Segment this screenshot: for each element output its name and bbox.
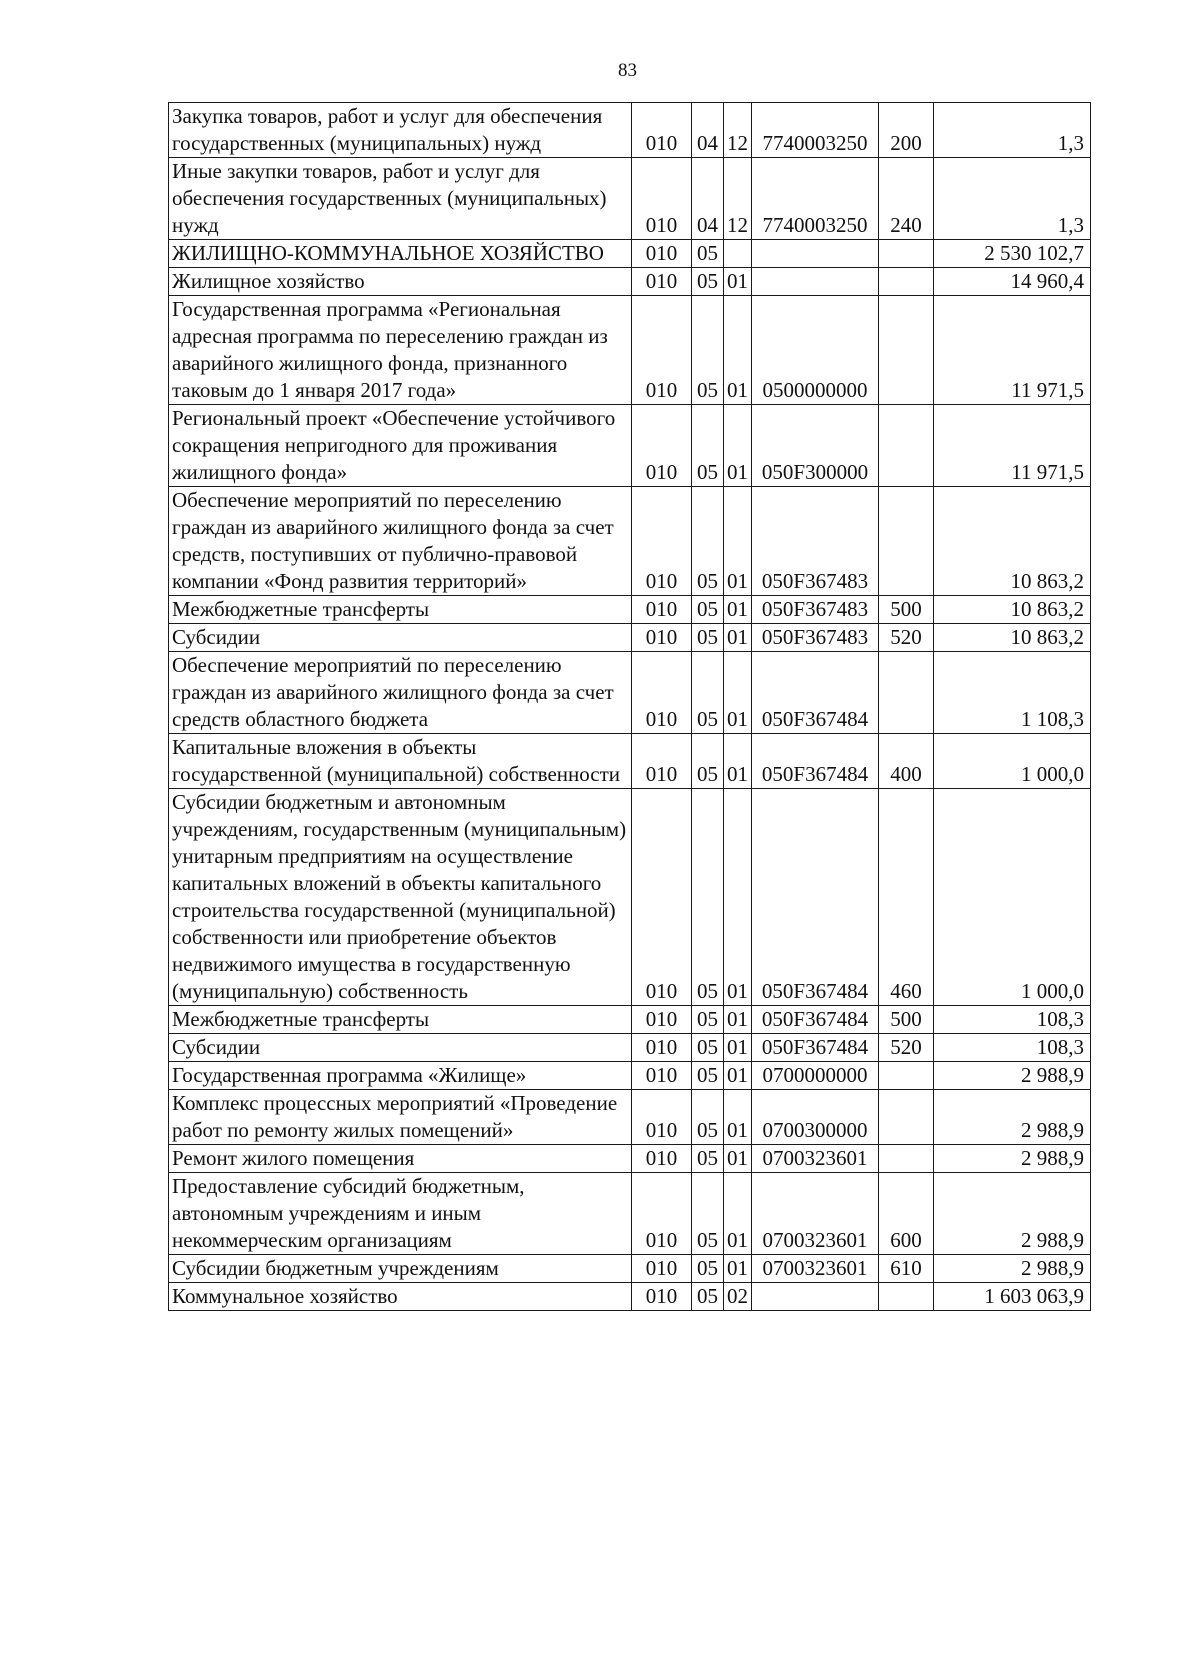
amount-cell: 11 971,5	[934, 296, 1091, 405]
expense-type-cell: 240	[879, 158, 934, 240]
table-row	[169, 596, 1091, 624]
section-code-cell: 05	[692, 1255, 724, 1283]
row-name-cell: Субсидии бюджетным и автономным учреждениям, государственным (муниципальным) унитарным предприятиям на осуществление капитальных вложений в объекты капитального строительства государственной (муниципальной) собственности или приобретение объектов недвижимого имущества в государственную (муниципальную) собственность	[169, 789, 632, 1006]
amount-cell: 2 988,9	[934, 1062, 1091, 1090]
section-code-cell: 05	[692, 1283, 724, 1311]
subsection-code-cell: 12	[724, 158, 752, 240]
table-row	[169, 1283, 1091, 1311]
section-code-cell: 05	[692, 405, 724, 487]
table-row	[169, 487, 1091, 596]
section-code-cell: 05	[692, 296, 724, 405]
row-name-cell: Комплекс процессных мероприятий «Проведение работ по ремонту жилых помещений»	[169, 1090, 632, 1145]
table-row	[169, 1062, 1091, 1090]
table-row	[169, 1034, 1091, 1062]
amount-cell: 2 988,9	[934, 1255, 1091, 1283]
ministry-code-cell: 010	[632, 624, 692, 652]
expense-type-cell	[879, 268, 934, 296]
ministry-code-cell: 010	[632, 405, 692, 487]
row-name-cell: Субсидии бюджетным учреждениям	[169, 1255, 632, 1283]
row-name-cell: Обеспечение мероприятий по переселению граждан из аварийного жилищного фонда за счет средств областного бюджета	[169, 652, 632, 734]
table-row	[169, 1006, 1091, 1034]
target-article-cell: 0700323601	[752, 1173, 879, 1255]
ministry-code-cell: 010	[632, 296, 692, 405]
section-code-cell: 05	[692, 268, 724, 296]
expense-type-cell: 460	[879, 789, 934, 1006]
amount-cell: 1 108,3	[934, 652, 1091, 734]
expense-type-cell	[879, 652, 934, 734]
target-article-cell: 7740003250	[752, 103, 879, 158]
target-article-cell: 0700323601	[752, 1145, 879, 1173]
row-name-cell: Закупка товаров, работ и услуг для обеспечения государственных (муниципальных) нужд	[169, 103, 632, 158]
expense-type-cell: 520	[879, 624, 934, 652]
ministry-code-cell: 010	[632, 1006, 692, 1034]
ministry-code-cell: 010	[632, 1090, 692, 1145]
section-code-cell: 05	[692, 789, 724, 1006]
target-article-cell: 050F367484	[752, 734, 879, 789]
target-article-cell: 0700000000	[752, 1062, 879, 1090]
ministry-code-cell: 010	[632, 734, 692, 789]
subsection-code-cell: 01	[724, 1255, 752, 1283]
row-name-cell: Иные закупки товаров, работ и услуг для обеспечения государственных (муниципальных) нужд	[169, 158, 632, 240]
row-name-cell: Региональный проект «Обеспечение устойчивого сокращения непригодного для проживания жилищного фонда»	[169, 405, 632, 487]
ministry-code-cell: 010	[632, 789, 692, 1006]
section-code-cell: 05	[692, 487, 724, 596]
row-name-cell: Обеспечение мероприятий по переселению граждан из аварийного жилищного фонда за счет средств, поступивших от публично-правовой компании «Фонд развития территорий»	[169, 487, 632, 596]
expense-type-cell: 200	[879, 103, 934, 158]
target-article-cell	[752, 1283, 879, 1311]
subsection-code-cell: 01	[724, 1173, 752, 1255]
amount-cell: 2 988,9	[934, 1173, 1091, 1255]
table-row	[169, 268, 1091, 296]
target-article-cell: 050F300000	[752, 405, 879, 487]
amount-cell: 10 863,2	[934, 596, 1091, 624]
amount-cell: 10 863,2	[934, 487, 1091, 596]
target-article-cell	[752, 240, 879, 268]
amount-cell: 1 603 063,9	[934, 1283, 1091, 1311]
table-row	[169, 103, 1091, 158]
expense-type-cell	[879, 405, 934, 487]
row-name-cell: Капитальные вложения в объекты государственной (муниципальной) собственности	[169, 734, 632, 789]
subsection-code-cell: 01	[724, 1062, 752, 1090]
target-article-cell: 7740003250	[752, 158, 879, 240]
amount-cell: 10 863,2	[934, 624, 1091, 652]
expense-type-cell	[879, 1283, 934, 1311]
row-name-cell: ЖИЛИЩНО-КОММУНАЛЬНОЕ ХОЗЯЙСТВО	[169, 240, 632, 268]
table-row	[169, 1090, 1091, 1145]
table-row	[169, 1145, 1091, 1173]
subsection-code-cell: 01	[724, 789, 752, 1006]
ministry-code-cell: 010	[632, 487, 692, 596]
row-name-cell: Межбюджетные трансферты	[169, 1006, 632, 1034]
amount-cell: 2 988,9	[934, 1145, 1091, 1173]
amount-cell: 1 000,0	[934, 734, 1091, 789]
amount-cell: 1,3	[934, 103, 1091, 158]
target-article-cell: 050F367484	[752, 652, 879, 734]
ministry-code-cell: 010	[632, 1283, 692, 1311]
expense-type-cell: 610	[879, 1255, 934, 1283]
row-name-cell: Государственная программа «Региональная адресная программа по переселению граждан из аварийного жилищного фонда, признанного таковым до 1 января 2017 года»	[169, 296, 632, 405]
section-code-cell: 04	[692, 158, 724, 240]
row-name-cell: Субсидии	[169, 624, 632, 652]
expense-type-cell	[879, 296, 934, 405]
expense-type-cell	[879, 1062, 934, 1090]
table-row	[169, 296, 1091, 405]
expense-type-cell	[879, 240, 934, 268]
row-name-cell: Субсидии	[169, 1034, 632, 1062]
target-article-cell: 050F367484	[752, 1034, 879, 1062]
expense-type-cell: 400	[879, 734, 934, 789]
target-article-cell: 050F367483	[752, 624, 879, 652]
ministry-code-cell: 010	[632, 268, 692, 296]
page-number: 83	[618, 60, 637, 81]
table-row	[169, 1173, 1091, 1255]
subsection-code-cell: 01	[724, 596, 752, 624]
section-code-cell: 05	[692, 1090, 724, 1145]
subsection-code-cell: 01	[724, 734, 752, 789]
section-code-cell: 05	[692, 1145, 724, 1173]
expense-type-cell	[879, 1145, 934, 1173]
section-code-cell: 05	[692, 1062, 724, 1090]
ministry-code-cell: 010	[632, 103, 692, 158]
subsection-code-cell: 01	[724, 405, 752, 487]
ministry-code-cell: 010	[632, 240, 692, 268]
section-code-cell: 05	[692, 624, 724, 652]
table-body	[169, 103, 1091, 1311]
table-row	[169, 405, 1091, 487]
table-row	[169, 624, 1091, 652]
subsection-code-cell: 01	[724, 268, 752, 296]
subsection-code-cell: 01	[724, 624, 752, 652]
ministry-code-cell: 010	[632, 1145, 692, 1173]
subsection-code-cell: 01	[724, 652, 752, 734]
subsection-code-cell: 01	[724, 1090, 752, 1145]
target-article-cell	[752, 268, 879, 296]
amount-cell: 1,3	[934, 158, 1091, 240]
expense-type-cell	[879, 487, 934, 596]
section-code-cell: 05	[692, 734, 724, 789]
amount-cell: 2 530 102,7	[934, 240, 1091, 268]
target-article-cell: 050F367483	[752, 596, 879, 624]
row-name-cell: Коммунальное хозяйство	[169, 1283, 632, 1311]
subsection-code-cell: 01	[724, 1034, 752, 1062]
section-code-cell: 05	[692, 652, 724, 734]
table-row	[169, 652, 1091, 734]
table-row	[169, 240, 1091, 268]
subsection-code-cell: 01	[724, 1145, 752, 1173]
section-code-cell: 05	[692, 1034, 724, 1062]
subsection-code-cell: 02	[724, 1283, 752, 1311]
section-code-cell: 04	[692, 103, 724, 158]
amount-cell: 2 988,9	[934, 1090, 1091, 1145]
ministry-code-cell: 010	[632, 1062, 692, 1090]
ministry-code-cell: 010	[632, 652, 692, 734]
section-code-cell: 05	[692, 1006, 724, 1034]
target-article-cell: 050F367484	[752, 1006, 879, 1034]
section-code-cell: 05	[692, 1173, 724, 1255]
row-name-cell: Ремонт жилого помещения	[169, 1145, 632, 1173]
row-name-cell: Государственная программа «Жилище»	[169, 1062, 632, 1090]
table-row	[169, 789, 1091, 1006]
row-name-cell: Жилищное хозяйство	[169, 268, 632, 296]
row-name-cell: Межбюджетные трансферты	[169, 596, 632, 624]
row-name-cell: Предоставление субсидий бюджетным, автономным учреждениям и иным некоммерческим организациям	[169, 1173, 632, 1255]
expense-type-cell: 500	[879, 1006, 934, 1034]
expense-type-cell: 500	[879, 596, 934, 624]
target-article-cell: 050F367483	[752, 487, 879, 596]
ministry-code-cell: 010	[632, 1173, 692, 1255]
target-article-cell: 0500000000	[752, 296, 879, 405]
target-article-cell: 0700323601	[752, 1255, 879, 1283]
amount-cell: 14 960,4	[934, 268, 1091, 296]
ministry-code-cell: 010	[632, 596, 692, 624]
subsection-code-cell: 01	[724, 1006, 752, 1034]
amount-cell: 108,3	[934, 1034, 1091, 1062]
ministry-code-cell: 010	[632, 1034, 692, 1062]
expense-type-cell: 600	[879, 1173, 934, 1255]
section-code-cell: 05	[692, 596, 724, 624]
target-article-cell: 0700300000	[752, 1090, 879, 1145]
table-row	[169, 1255, 1091, 1283]
ministry-code-cell: 010	[632, 1255, 692, 1283]
subsection-code-cell	[724, 240, 752, 268]
section-code-cell: 05	[692, 240, 724, 268]
target-article-cell: 050F367484	[752, 789, 879, 1006]
table-row	[169, 158, 1091, 240]
table-row	[169, 734, 1091, 789]
subsection-code-cell: 01	[724, 296, 752, 405]
expense-type-cell: 520	[879, 1034, 934, 1062]
amount-cell: 11 971,5	[934, 405, 1091, 487]
amount-cell: 108,3	[934, 1006, 1091, 1034]
expense-type-cell	[879, 1090, 934, 1145]
subsection-code-cell: 01	[724, 487, 752, 596]
ministry-code-cell: 010	[632, 158, 692, 240]
amount-cell: 1 000,0	[934, 789, 1091, 1006]
budget-table	[168, 102, 1091, 1311]
subsection-code-cell: 12	[724, 103, 752, 158]
